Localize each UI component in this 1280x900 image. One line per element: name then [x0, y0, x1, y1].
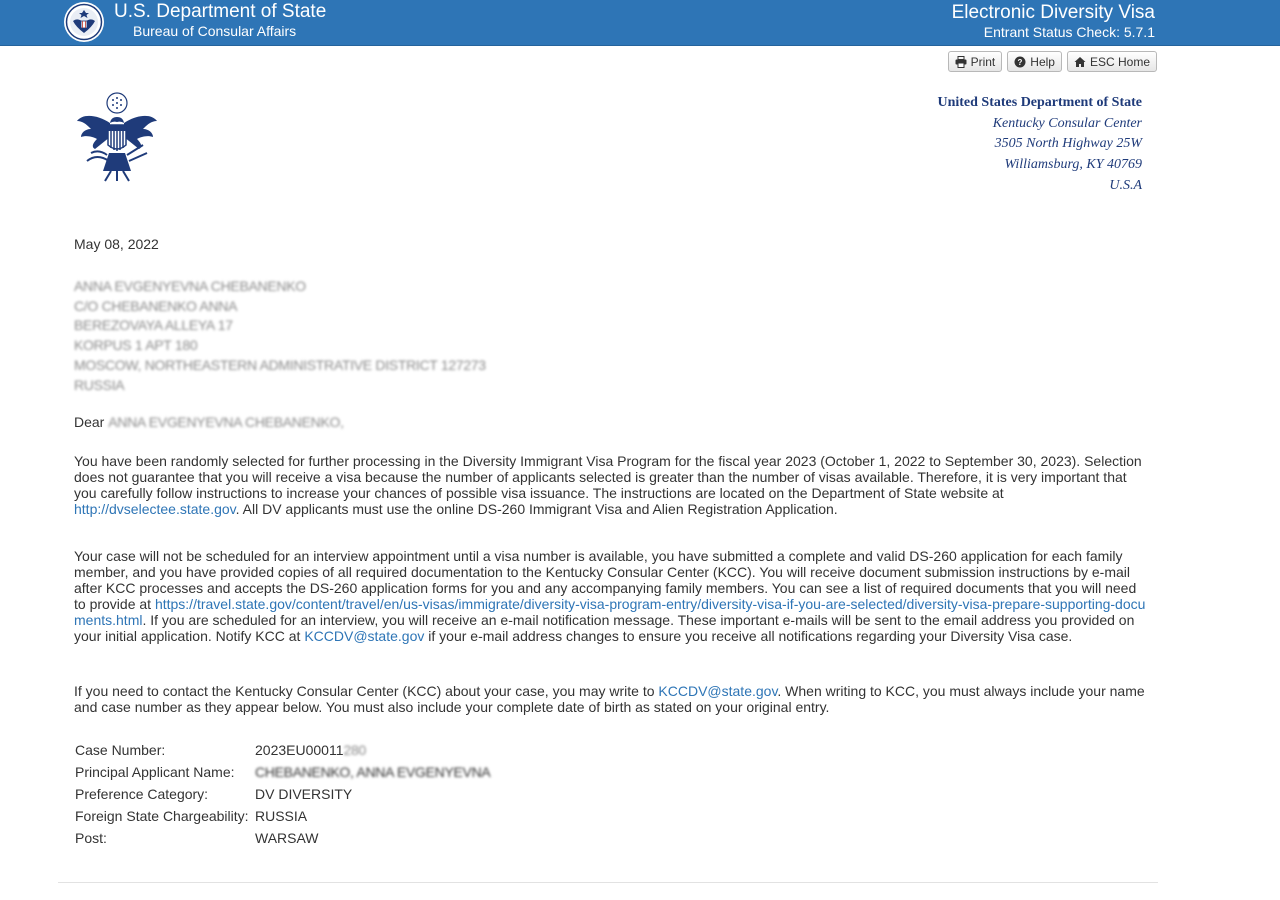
sender-department: United States Department of State	[937, 95, 1142, 110]
print-button[interactable]	[948, 51, 1003, 72]
paragraph-selection-notice	[74, 453, 1146, 517]
salutation-greeting: Dear	[74, 414, 105, 430]
question-circle-icon	[1014, 56, 1026, 68]
footer-divider	[58, 882, 1158, 883]
recipient-line: C/O CHEBANENKO ANNA	[74, 297, 238, 314]
paragraph-interview-scheduling	[74, 548, 1146, 644]
case-details-table	[74, 739, 491, 849]
post-label: Post:	[75, 830, 107, 846]
toolbar	[948, 51, 1157, 72]
help-button[interactable]	[1007, 51, 1062, 72]
principal-applicant-label: Principal Applicant Name:	[75, 764, 235, 780]
preference-category-label: Preference Category:	[75, 786, 209, 802]
dvselectee-link[interactable]: http://dvselectee.state.gov	[74, 501, 236, 517]
letter-date: May 08, 2022	[74, 236, 159, 252]
home-icon	[1074, 56, 1086, 68]
paragraph-2-tail: if your e-mail address changes to ensure you receive all notifications regarding your Diversity Visa case.	[424, 628, 1073, 644]
paragraph-2-mid: . If you are scheduled for an interview, you will receive an e-mail notification message. These important e-mails will be sent to the email address you provided on your initial application. Notify KCC at	[74, 612, 1135, 644]
paragraph-contact-kcc	[74, 683, 1146, 715]
recipient-address	[74, 277, 486, 395]
preference-category-row	[74, 783, 491, 805]
case-number-label: Case Number:	[75, 742, 166, 758]
printer-icon	[955, 56, 967, 68]
top-banner	[0, 0, 1280, 46]
case-number-row	[74, 739, 491, 761]
esc-home-label: ESC Home	[1089, 54, 1150, 69]
case-number-visible: 2023EU00011	[255, 742, 344, 758]
great-seal-eagle-icon	[73, 91, 161, 183]
salutation	[74, 414, 344, 430]
kcc-email-link[interactable]: KCCDV@state.gov	[304, 628, 425, 644]
application-title: Electronic Diversity Visa	[951, 2, 1155, 23]
application-version: Entrant Status Check: 5.7.1	[983, 24, 1155, 40]
recipient-line: RUSSIA	[74, 376, 125, 393]
help-label: Help	[1030, 54, 1055, 69]
print-label: Print	[970, 54, 996, 69]
paragraph-3-tail: . When writing to KCC, you must always include your name and case number as they appear below. You must also include your complete date of birth as stated on your original entry.	[74, 683, 1145, 715]
case-number-value	[254, 739, 491, 761]
agency-name: U.S. Department of State	[114, 1, 327, 22]
sender-street: 3505 North Highway 25W	[994, 136, 1142, 152]
recipient-line: KORPUS 1 APT 180	[74, 337, 198, 354]
paragraph-1-tail: . All DV applicants must use the online DS-260 Immigrant Visa and Alien Registration Application.	[235, 501, 838, 517]
chargeability-row	[74, 805, 491, 827]
principal-applicant-row	[74, 761, 491, 783]
chargeability-value: RUSSIA	[255, 808, 308, 824]
recipient-line: BEREZOVAYA ALLEYA 17	[74, 317, 233, 334]
esc-home-button[interactable]	[1067, 51, 1157, 72]
sender-address	[937, 93, 1142, 197]
paragraph-1-text: You have been randomly selected for further processing in the Diversity Immigrant Visa Program for the fiscal year 2023 (October 1, 2022 to September 30, 2023). Selection does not guarantee that you will receive a visa because the number of applicants selected is greater than the number of visas available. Therefore, it is very important that you carefully follow instructions to increase your chances of possible visa issuance. The instructions are located on the Department of State website at	[74, 453, 1142, 501]
recipient-line: MOSCOW, NORTHEASTERN ADMINISTRATIVE DISTRICT 127273	[74, 356, 486, 373]
post-value: WARSAW	[255, 830, 319, 846]
sender-center: Kentucky Consular Center	[992, 115, 1142, 131]
sender-city: Williamsburg, KY 40769	[1004, 157, 1142, 173]
paragraph-3-text: If you need to contact the Kentucky Consular Center (KCC) about your case, you may write to	[74, 683, 659, 699]
case-number-redacted: 280	[343, 742, 366, 758]
post-row	[74, 827, 491, 849]
svg-text:?: ?	[1017, 57, 1023, 67]
salutation-name: ANNA EVGENYEVNA CHEBANENKO,	[108, 414, 344, 430]
bureau-name: Bureau of Consular Affairs	[133, 23, 297, 39]
paragraph-2-text: Your case will not be scheduled for an interview appointment until a visa number is available, you have submitted a complete and valid DS-260 application for each family member, and you have provided copies of all required documentation to the Kentucky Consular Center (KCC). You will receive document submission instructions by e-mail after KCC processes and accepts the DS-260 application forms for you and any accompanying family members. You can see a list of required documents that you will need to provide at	[74, 548, 1137, 612]
required-documents-link[interactable]: https://travel.state.gov/content/travel/en/us-visas/immigrate/diversity-visa-program-entry/diversity-visa-if-you-are-selected/diversity-visa-prepare-supporting-documents.html	[74, 596, 1146, 628]
recipient-line: ANNA EVGENYEVNA CHEBANENKO	[74, 278, 306, 294]
chargeability-label: Foreign State Chargeability:	[75, 808, 249, 824]
state-department-seal-icon	[63, 1, 105, 43]
preference-category-value: DV DIVERSITY	[255, 786, 353, 802]
sender-country: U.S.A	[1109, 177, 1142, 193]
kcc-contact-email-link[interactable]: KCCDV@state.gov	[658, 683, 778, 699]
principal-applicant-value: CHEBANENKO, ANNA EVGENYEVNA	[255, 764, 491, 780]
